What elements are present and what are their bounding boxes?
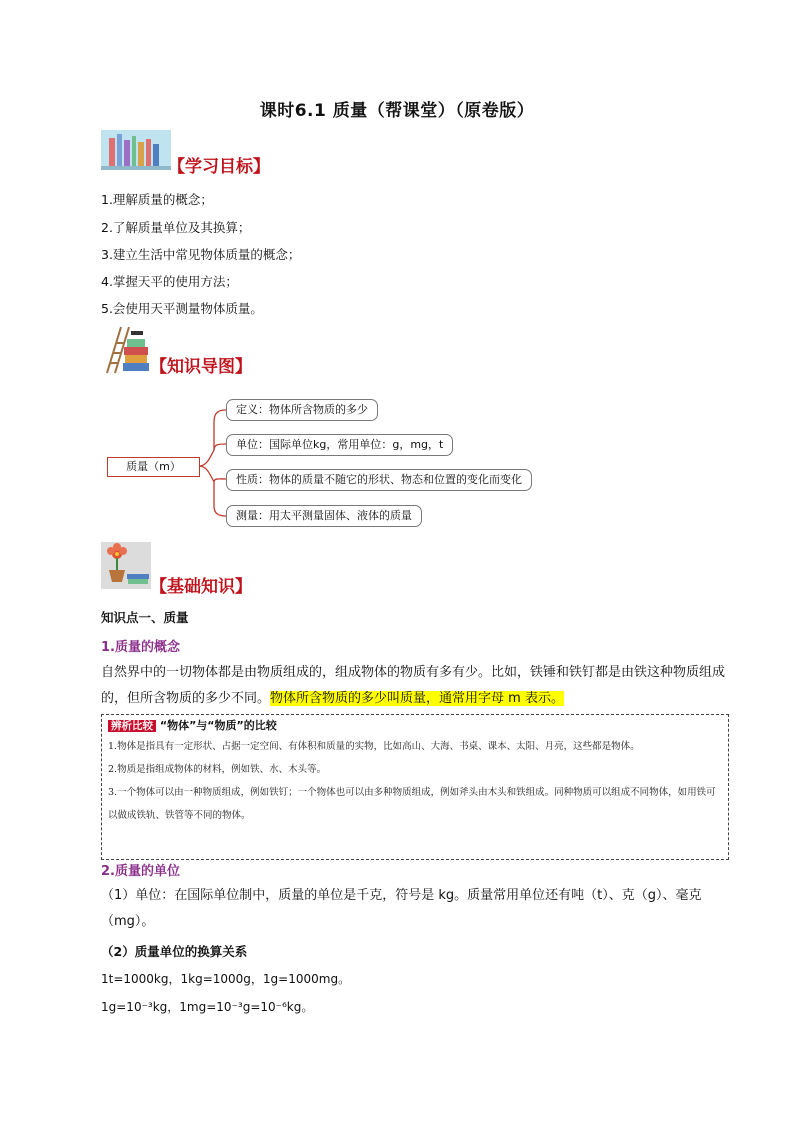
objective-item: 3.建立生活中常见物体质量的概念； [101,247,301,262]
objective-item: 2.了解质量单位及其换算； [101,220,251,235]
concept-text: 自然界中的一切物体都是由物质组成的，组成物体的物质有多有少。比如，铁锤和铁钉都是由铁这种物质组成的，但所含物质的多少不同。 [101,665,726,706]
comparison-line: 1.物体是指具有一定形状、占据一定空间、有体积和质量的实物，比如高山、大海、书桌、课本、太阳、月亮，这些都是物体。 [108,741,640,752]
comparison-title: “物体”与“物质”的比较 [159,719,277,732]
unit-paragraph: （1）单位：在国际单位制中，质量的单位是千克，符号是 kg。质量常用单位还有吨（t）、克（g）、毫克（mg）。 [101,888,702,929]
mindmap-branch-unit: 单位：国际单位kg，常用单位：g，mg，t [226,434,453,456]
concept-paragraph [101,660,726,712]
knowledge-point-title: 知识点一、质量 [101,610,189,625]
concept-title: 1.质量的概念 [101,640,180,655]
mindmap-heading: 【知识导图】 [150,357,252,377]
objectives-heading: 【学习目标】 [168,157,270,177]
mindmap-branch-property: 性质：物体的质量不随它的形状、物态和位置的变化而变化 [226,469,532,491]
concept-highlight: 物体所含物质的多少叫质量，通常用字母 m 表示。 [270,691,564,706]
conversion-title: （2）质量单位的换算关系 [101,944,248,959]
bookstack-ladder-icon [101,325,151,375]
comparison-box [101,714,729,860]
unit-title: 2.质量的单位 [101,864,180,879]
page-title: 课时6.1 质量（帮课堂）（原卷版） [259,101,535,121]
basics-heading: 【基础知识】 [150,577,252,597]
books-icon [101,130,171,170]
conversion-line: 1g=10⁻³kg，1mg=10⁻³g=10⁻⁶kg。 [101,1000,314,1014]
mindmap-branch-definition: 定义：物体所含物质的多少 [226,399,378,421]
objective-item: 5.会使用天平测量物体质量。 [101,301,263,316]
mindmap-branch-measurement: 测量：用太平测量固体、液体的质量 [226,505,422,527]
conversion-line: 1t=1000kg，1kg=1000g，1g=1000mg。 [101,972,351,986]
objective-item: 1.理解质量的概念； [101,192,213,207]
comparison-line: 2.物质是指组成物体的材料，例如铁、水、木头等。 [108,764,327,775]
mindmap-root: 质量（m） [107,457,200,477]
flowerpot-books-icon [101,542,151,589]
objective-item: 4.掌握天平的使用方法； [101,274,238,289]
comparison-tag: 辨析比较 [108,720,156,732]
comparison-line: 3.一个物体可以由一种物质组成，例如铁钉；一个物体也可以由多种物质组成，例如斧头由木头和铁组成。同种物质可以组成不同物体，如用铁可以做成铁轨、铁管等不同的物体。 [108,787,716,821]
